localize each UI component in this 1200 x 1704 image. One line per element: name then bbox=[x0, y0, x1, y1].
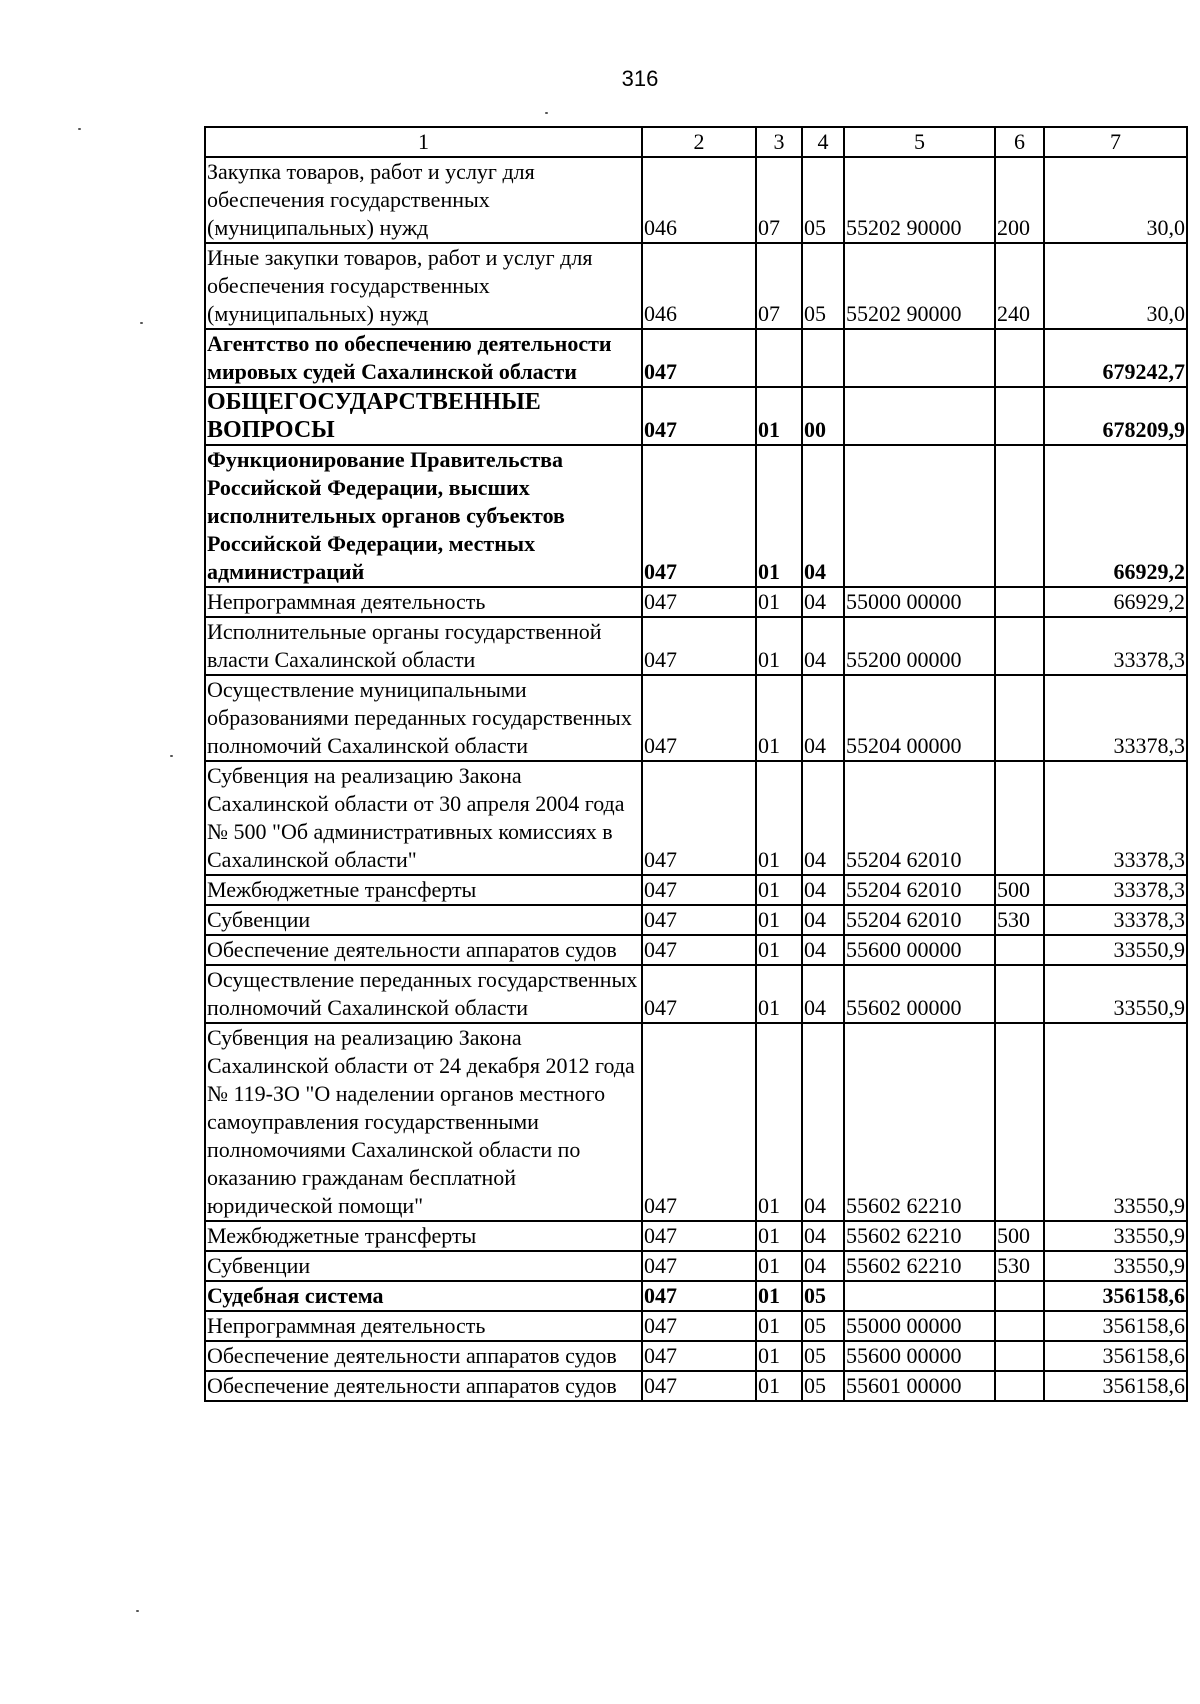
header-cell: 3 bbox=[756, 127, 802, 157]
ministry-code: 047 bbox=[642, 587, 756, 617]
expense-type-code bbox=[995, 761, 1044, 875]
amount: 30,0 bbox=[1044, 157, 1187, 243]
amount: 33378,3 bbox=[1044, 617, 1187, 675]
subsection-code: 05 bbox=[802, 157, 844, 243]
subsection-code: 04 bbox=[802, 965, 844, 1023]
amount: 356158,6 bbox=[1044, 1341, 1187, 1371]
section-code: 01 bbox=[756, 1251, 802, 1281]
section-code bbox=[756, 329, 802, 387]
expense-type-code bbox=[995, 617, 1044, 675]
section-code: 01 bbox=[756, 761, 802, 875]
section-code: 01 bbox=[756, 675, 802, 761]
table-row bbox=[205, 1341, 1187, 1371]
section-code: 01 bbox=[756, 587, 802, 617]
target-article-code: 55202 90000 bbox=[844, 157, 995, 243]
amount: 66929,2 bbox=[1044, 587, 1187, 617]
section-code: 01 bbox=[756, 1341, 802, 1371]
expense-type-code: 500 bbox=[995, 875, 1044, 905]
line-item-name: Функционирование Правительства Российской Федерации, высших исполнительных органов субъектов Российской Федерации, местных администраций bbox=[205, 445, 642, 587]
line-item-name: Межбюджетные трансферты bbox=[205, 1221, 642, 1251]
expense-type-code bbox=[995, 387, 1044, 445]
subsection-code: 05 bbox=[802, 243, 844, 329]
expense-type-code: 530 bbox=[995, 1251, 1044, 1281]
subsection-code: 04 bbox=[802, 875, 844, 905]
table-row bbox=[205, 1251, 1187, 1281]
section-code: 01 bbox=[756, 1281, 802, 1311]
section-code: 01 bbox=[756, 1311, 802, 1341]
section-code: 01 bbox=[756, 965, 802, 1023]
line-item-name: Исполнительные органы государственной власти Сахалинской области bbox=[205, 617, 642, 675]
header-row bbox=[205, 127, 1187, 157]
section-code: 01 bbox=[756, 935, 802, 965]
amount: 33378,3 bbox=[1044, 675, 1187, 761]
ministry-code: 047 bbox=[642, 387, 756, 445]
ministry-code: 047 bbox=[642, 1251, 756, 1281]
target-article-code: 55600 00000 bbox=[844, 1341, 995, 1371]
ministry-code: 047 bbox=[642, 617, 756, 675]
target-article-code: 55202 90000 bbox=[844, 243, 995, 329]
section-code: 01 bbox=[756, 1371, 802, 1401]
table-row bbox=[205, 1371, 1187, 1401]
target-article-code bbox=[844, 387, 995, 445]
table-row bbox=[205, 965, 1187, 1023]
expense-type-code bbox=[995, 965, 1044, 1023]
target-article-code: 55000 00000 bbox=[844, 1311, 995, 1341]
expense-type-code bbox=[995, 587, 1044, 617]
header-cell: 4 bbox=[802, 127, 844, 157]
amount: 678209,9 bbox=[1044, 387, 1187, 445]
section-code: 07 bbox=[756, 157, 802, 243]
section-code: 01 bbox=[756, 905, 802, 935]
amount: 356158,6 bbox=[1044, 1371, 1187, 1401]
subsection-code: 00 bbox=[802, 387, 844, 445]
target-article-code: 55000 00000 bbox=[844, 587, 995, 617]
subsection-code: 04 bbox=[802, 905, 844, 935]
line-item-name: Межбюджетные трансферты bbox=[205, 875, 642, 905]
section-code: 01 bbox=[756, 445, 802, 587]
amount: 30,0 bbox=[1044, 243, 1187, 329]
expense-type-code bbox=[995, 935, 1044, 965]
subsection-code: 04 bbox=[802, 935, 844, 965]
amount: 679242,7 bbox=[1044, 329, 1187, 387]
header-cell: 1 bbox=[205, 127, 642, 157]
table-row bbox=[205, 905, 1187, 935]
expense-type-code: 240 bbox=[995, 243, 1044, 329]
ministry-code: 047 bbox=[642, 445, 756, 587]
amount: 33550,9 bbox=[1044, 1251, 1187, 1281]
line-item-name: Субвенции bbox=[205, 905, 642, 935]
table-row bbox=[205, 1311, 1187, 1341]
table-row bbox=[205, 1023, 1187, 1221]
section-code: 01 bbox=[756, 875, 802, 905]
line-item-name: Судебная система bbox=[205, 1281, 642, 1311]
amount: 66929,2 bbox=[1044, 445, 1187, 587]
expense-type-code bbox=[995, 1281, 1044, 1311]
table-row bbox=[205, 935, 1187, 965]
section-code: 01 bbox=[756, 387, 802, 445]
table-row bbox=[205, 157, 1187, 243]
subsection-code: 05 bbox=[802, 1371, 844, 1401]
subsection-code bbox=[802, 329, 844, 387]
ministry-code: 047 bbox=[642, 1371, 756, 1401]
table-row bbox=[205, 675, 1187, 761]
expense-type-code: 200 bbox=[995, 157, 1044, 243]
table-row bbox=[205, 1221, 1187, 1251]
line-item-name: Закупка товаров, работ и услуг для обеспечения государственных (муниципальных) нужд bbox=[205, 157, 642, 243]
target-article-code: 55601 00000 bbox=[844, 1371, 995, 1401]
target-article-code: 55602 62210 bbox=[844, 1221, 995, 1251]
scan-speck bbox=[170, 755, 173, 757]
target-article-code bbox=[844, 445, 995, 587]
budget-table bbox=[204, 126, 1188, 1402]
scan-speck bbox=[78, 128, 81, 130]
ministry-code: 047 bbox=[642, 1341, 756, 1371]
table-row bbox=[205, 587, 1187, 617]
target-article-code: 55204 62010 bbox=[844, 761, 995, 875]
header-cell: 7 bbox=[1044, 127, 1187, 157]
target-article-code: 55204 62010 bbox=[844, 875, 995, 905]
table-row bbox=[205, 1281, 1187, 1311]
subsection-code: 04 bbox=[802, 587, 844, 617]
ministry-code: 047 bbox=[642, 1311, 756, 1341]
target-article-code: 55200 00000 bbox=[844, 617, 995, 675]
line-item-name: Иные закупки товаров, работ и услуг для обеспечения государственных (муниципальных) нужд bbox=[205, 243, 642, 329]
scan-speck bbox=[545, 112, 548, 114]
section-code: 07 bbox=[756, 243, 802, 329]
target-article-code bbox=[844, 329, 995, 387]
ministry-code: 046 bbox=[642, 157, 756, 243]
line-item-name: Субвенции bbox=[205, 1251, 642, 1281]
ministry-code: 047 bbox=[642, 935, 756, 965]
target-article-code bbox=[844, 1281, 995, 1311]
subsection-code: 04 bbox=[802, 1221, 844, 1251]
target-article-code: 55204 00000 bbox=[844, 675, 995, 761]
amount: 356158,6 bbox=[1044, 1311, 1187, 1341]
target-article-code: 55204 62010 bbox=[844, 905, 995, 935]
line-item-name: Непрограммная деятельность bbox=[205, 587, 642, 617]
ministry-code: 047 bbox=[642, 675, 756, 761]
amount: 33550,9 bbox=[1044, 1221, 1187, 1251]
amount: 33378,3 bbox=[1044, 761, 1187, 875]
line-item-name: Субвенция на реализацию Закона Сахалинской области от 24 декабря 2012 года № 119-ЗО "О наделении органов местного самоуправления государственными полномочиями Сахалинской области по оказанию гражданам бесплатной юридической помощи" bbox=[205, 1023, 642, 1221]
line-item-name: ОБЩЕГОСУДАРСТВЕННЫЕ ВОПРОСЫ bbox=[205, 387, 642, 445]
expense-type-code bbox=[995, 445, 1044, 587]
target-article-code: 55602 00000 bbox=[844, 965, 995, 1023]
line-item-name: Непрограммная деятельность bbox=[205, 1311, 642, 1341]
subsection-code: 05 bbox=[802, 1281, 844, 1311]
amount: 33550,9 bbox=[1044, 965, 1187, 1023]
ministry-code: 047 bbox=[642, 1023, 756, 1221]
target-article-code: 55600 00000 bbox=[844, 935, 995, 965]
header-cell: 2 bbox=[642, 127, 756, 157]
amount: 33550,9 bbox=[1044, 1023, 1187, 1221]
ministry-code: 047 bbox=[642, 761, 756, 875]
line-item-name: Агентство по обеспечению деятельности мировых судей Сахалинской области bbox=[205, 329, 642, 387]
subsection-code: 04 bbox=[802, 1023, 844, 1221]
table-row bbox=[205, 329, 1187, 387]
ministry-code: 047 bbox=[642, 1281, 756, 1311]
subsection-code: 05 bbox=[802, 1341, 844, 1371]
table-body bbox=[205, 127, 1187, 1401]
ministry-code: 047 bbox=[642, 875, 756, 905]
amount: 33378,3 bbox=[1044, 875, 1187, 905]
ministry-code: 047 bbox=[642, 329, 756, 387]
line-item-name: Обеспечение деятельности аппаратов судов bbox=[205, 1341, 642, 1371]
line-item-name: Субвенция на реализацию Закона Сахалинской области от 30 апреля 2004 года № 500 "Об административных комиссиях в Сахалинской области" bbox=[205, 761, 642, 875]
table-row bbox=[205, 761, 1187, 875]
section-code: 01 bbox=[756, 1023, 802, 1221]
header-cell: 6 bbox=[995, 127, 1044, 157]
expense-type-code bbox=[995, 1023, 1044, 1221]
table-row bbox=[205, 387, 1187, 445]
scan-speck bbox=[140, 322, 143, 324]
table-row bbox=[205, 243, 1187, 329]
line-item-name: Осуществление переданных государственных полномочий Сахалинской области bbox=[205, 965, 642, 1023]
line-item-name: Обеспечение деятельности аппаратов судов bbox=[205, 1371, 642, 1401]
table-row bbox=[205, 445, 1187, 587]
section-code: 01 bbox=[756, 617, 802, 675]
expense-type-code: 530 bbox=[995, 905, 1044, 935]
amount: 33378,3 bbox=[1044, 905, 1187, 935]
subsection-code: 04 bbox=[802, 445, 844, 587]
subsection-code: 04 bbox=[802, 761, 844, 875]
ministry-code: 047 bbox=[642, 905, 756, 935]
subsection-code: 04 bbox=[802, 675, 844, 761]
subsection-code: 04 bbox=[802, 617, 844, 675]
subsection-code: 04 bbox=[802, 1251, 844, 1281]
target-article-code: 55602 62210 bbox=[844, 1251, 995, 1281]
amount: 33550,9 bbox=[1044, 935, 1187, 965]
expense-type-code bbox=[995, 1341, 1044, 1371]
line-item-name: Обеспечение деятельности аппаратов судов bbox=[205, 935, 642, 965]
line-item-name: Осуществление муниципальными образованиями переданных государственных полномочий Сахалинской области bbox=[205, 675, 642, 761]
ministry-code: 046 bbox=[642, 243, 756, 329]
table-row bbox=[205, 617, 1187, 675]
target-article-code: 55602 62210 bbox=[844, 1023, 995, 1221]
expense-type-code bbox=[995, 329, 1044, 387]
header-cell: 5 bbox=[844, 127, 995, 157]
page-number: 316 bbox=[621, 66, 659, 91]
expense-type-code: 500 bbox=[995, 1221, 1044, 1251]
ministry-code: 047 bbox=[642, 965, 756, 1023]
subsection-code: 05 bbox=[802, 1311, 844, 1341]
expense-type-code bbox=[995, 1311, 1044, 1341]
table-row bbox=[205, 875, 1187, 905]
ministry-code: 047 bbox=[642, 1221, 756, 1251]
amount: 356158,6 bbox=[1044, 1281, 1187, 1311]
scan-speck bbox=[136, 1610, 139, 1612]
expense-type-code bbox=[995, 1371, 1044, 1401]
section-code: 01 bbox=[756, 1221, 802, 1251]
expense-type-code bbox=[995, 675, 1044, 761]
